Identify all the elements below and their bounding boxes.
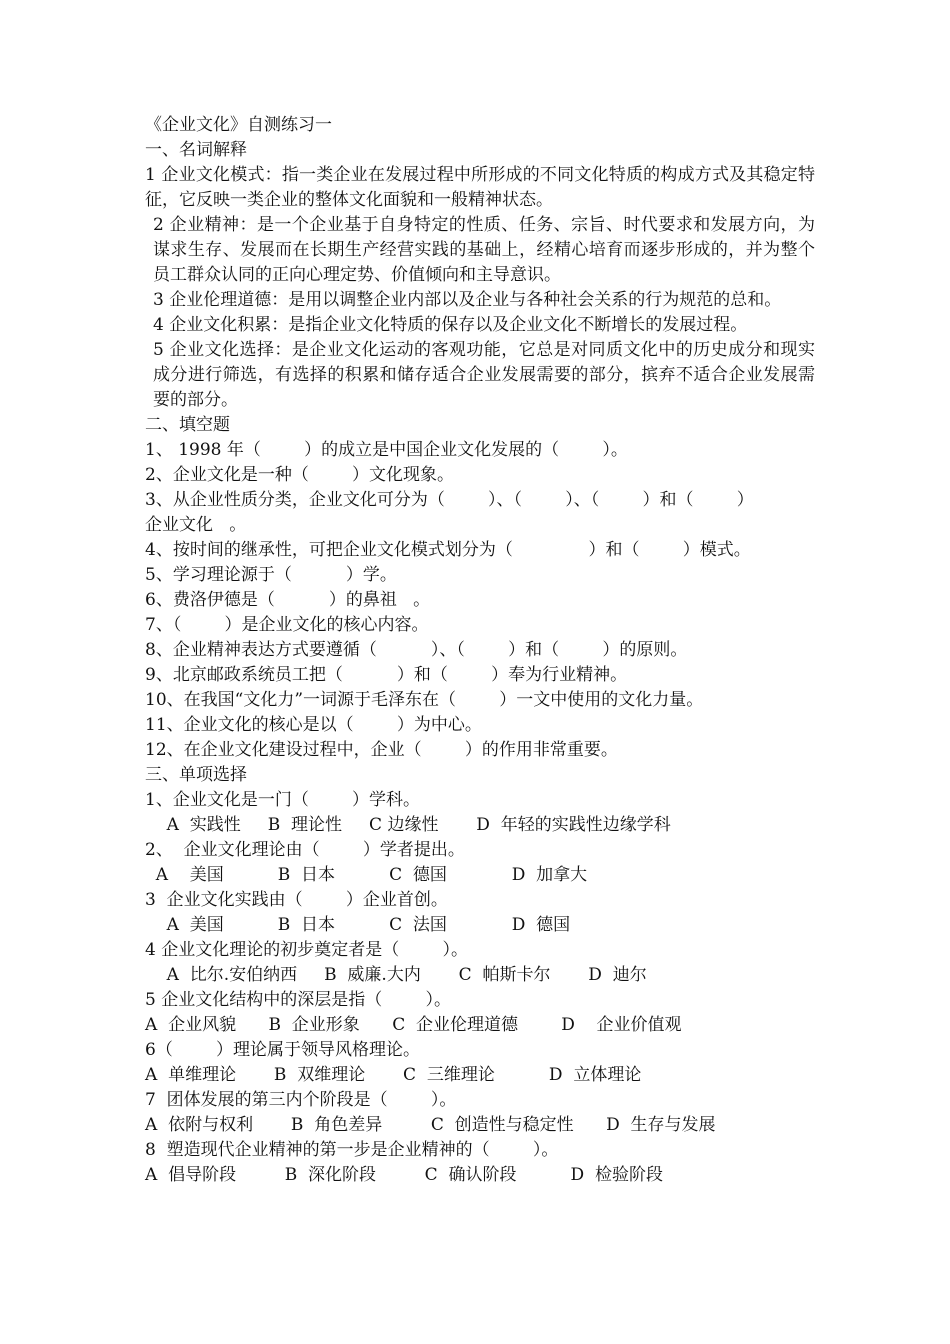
choice-options: A 单维理论 B 双维理论 C 三维理论 D 立体理论 xyxy=(145,1065,642,1085)
choice-options: A 实践性 B 理论性 C 边缘性 D 年轻的实践性边缘学科 xyxy=(145,815,671,835)
definition-item: 4 企业文化积累：是指企业文化特质的保存以及企业文化不断增长的发展过程。 xyxy=(153,315,748,335)
fill-blank-item: 5、学习理论源于（ ）学。 xyxy=(145,565,397,585)
choice-question: 5 企业文化结构中的深层是指（ ）。 xyxy=(145,990,451,1010)
choice-options: A 美国 B 日本 C 法国 D 德国 xyxy=(145,915,571,935)
fill-blank-item: 9、北京邮政系统员工把（ ）和（ ）奉为行业精神。 xyxy=(145,665,628,685)
choice-options: A 依附与权利 B 角色差异 C 创造性与稳定性 D 生存与发展 xyxy=(145,1115,716,1135)
fill-blank-item: 11、企业文化的核心是以（ ）为中心。 xyxy=(145,715,482,735)
document-page xyxy=(145,113,815,1188)
choice-question: 6（ ）理论属于领导风格理论。 xyxy=(145,1040,421,1060)
choice-options: A 比尔.安伯纳西 B 威廉.大内 C 帕斯卡尔 D 迪尔 xyxy=(145,965,647,985)
section-heading-definitions: 一、名词解释 xyxy=(145,140,247,160)
choice-question: 4 企业文化理论的初步奠定者是（ ）。 xyxy=(145,940,468,960)
fill-blank-item: 1、 1998 年（ ）的成立是中国企业文化发展的（ ）。 xyxy=(145,440,628,460)
definition-item: 5 企业文化选择：是企业文化运动的客观功能，它总是对同质文化中的历史成分和现实成分进行筛选，有选择的积累和储存适合企业发展需要的部分，摈弃不适合企业发展需要的部分。 xyxy=(153,340,815,410)
choice-question: 7 团体发展的第三内个阶段是（ ）。 xyxy=(145,1090,457,1110)
fill-blank-item: 7、（ ）是企业文化的核心内容。 xyxy=(145,615,429,635)
choice-question: 1、企业文化是一门（ ）学科。 xyxy=(145,790,421,810)
choice-question: 3 企业文化实践由（ ）企业首创。 xyxy=(145,890,448,910)
choice-question: 2、 企业文化理论由（ ）学者提出。 xyxy=(145,840,465,860)
definition-item: 1 企业文化模式：指一类企业在发展过程中所形成的不同文化特质的构成方式及其稳定特征，它反映一类企业的整体文化面貌和一般精神状态。 xyxy=(145,165,815,210)
choice-options: A 企业风貌 B 企业形象 C 企业伦理道德 D 企业价值观 xyxy=(145,1015,682,1035)
fill-blank-item-continued: 企业文化 。 xyxy=(145,515,247,535)
section-heading-fill-blank: 二、填空题 xyxy=(145,415,230,435)
fill-blank-item: 6、费洛伊德是（ ）的鼻祖 。 xyxy=(145,590,431,610)
definition-item: 3 企业伦理道德：是用以调整企业内部以及企业与各种社会关系的行为规范的总和。 xyxy=(153,290,782,310)
fill-blank-item: 2、企业文化是一种（ ）文化现象。 xyxy=(145,465,455,485)
fill-blank-item: 12、在企业文化建设过程中，企业（ ）的作用非常重要。 xyxy=(145,740,618,760)
definition-item: 2 企业精神：是一个企业基于自身特定的性质、任务、宗旨、时代要求和发展方向，为谋求生存、发展而在长期生产经营实践的基础上，经精心培育而逐步形成的，并为整个员工群众认同的正向心理定势、价值倾向和主导意识。 xyxy=(153,215,815,285)
choice-options: A 倡导阶段 B 深化阶段 C 确认阶段 D 检验阶段 xyxy=(145,1165,663,1185)
choice-question: 8 塑造现代企业精神的第一步是企业精神的（ ）。 xyxy=(145,1140,559,1160)
document-title: 《企业文化》自测练习一 xyxy=(145,115,332,135)
section-heading-multiple-choice: 三、单项选择 xyxy=(145,765,247,785)
fill-blank-item: 8、企业精神表达方式要遵循（ ）、（ ）和（ ）的原则。 xyxy=(145,640,688,660)
choice-options: A 美国 B 日本 C 德国 D 加拿大 xyxy=(145,865,588,885)
fill-blank-item: 3、从企业性质分类，企业文化可分为（ ）、（ ）、（ ）和（ ） xyxy=(145,490,754,510)
fill-blank-item: 10、在我国“文化力”一词源于毛泽东在（ ）一文中使用的文化力量。 xyxy=(145,690,704,710)
fill-blank-item: 4、按时间的继承性，可把企业文化模式划分为（ ）和（ ）模式。 xyxy=(145,540,751,560)
